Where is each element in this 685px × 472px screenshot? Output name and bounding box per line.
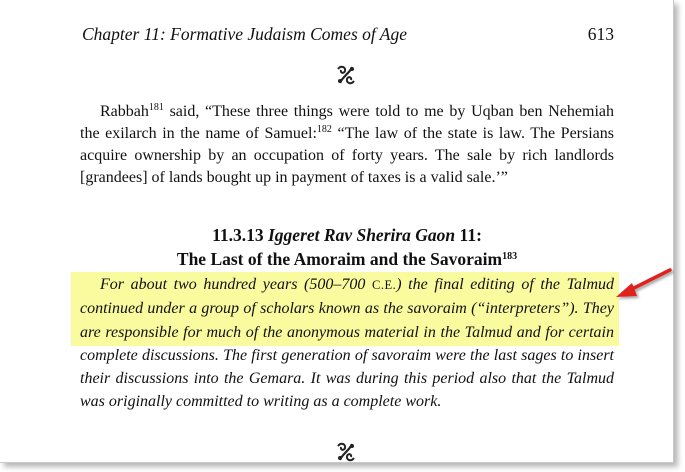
- fleuron-icon: [334, 440, 358, 464]
- footnote-ref: 183: [502, 251, 518, 262]
- chapter-title: Chapter 11: Formative Judaism Comes of Age: [82, 24, 408, 44]
- body-paragraph: For about two hundred years (500–700 C.E.) the final editing of the Talmud continued under a group of scholars known as the savoraim (“interpreters”). They are responsible for much of the anonymous material in the Talmud and for certain complete discussions. The first generation of savoraim were the last sages to insert their discussions into the Gemara. It was during this period also that the Talmud was originally committed to writing as a complete work.: [80, 276, 614, 411]
- page-number: 613: [587, 24, 614, 44]
- footnote-ref: 181: [148, 102, 164, 113]
- section-heading: 11.3.13 Iggeret Rav Sherira Gaon 11: The Last of the Amoraim and the Savoraim$^{183}$: [176, 225, 518, 269]
- fleuron-icon: [334, 63, 358, 87]
- footnote-ref: 182: [316, 124, 332, 135]
- running-header: [82, 22, 614, 46]
- red-arrow-icon: [612, 266, 674, 304]
- quotation-paragraph: Rabbah$^{181}$ said, “These three things were told to me by Uqban ben Nehemiah the exilarch in the name of Samuel:$^{182}$ “The law of the state is law. The Persians acquire ownership by an occupation of forty years. The sale by rich landlords [grandees] of lands bought up in payment of taxes is a valid sale.’”: [80, 102, 615, 186]
